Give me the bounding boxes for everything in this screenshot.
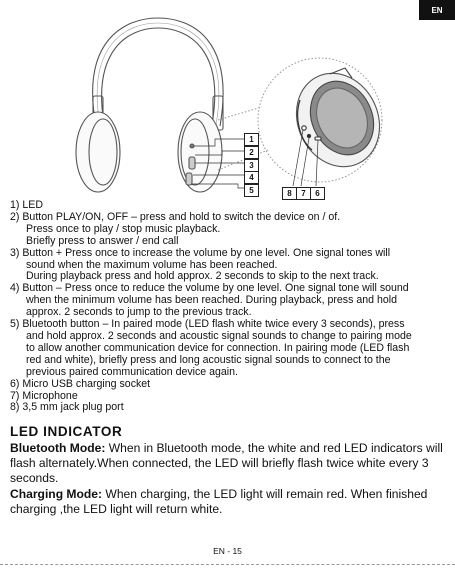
list-line: and hold approx. 2 seconds and acoustic signal sounds to change to pairing mode [26, 329, 412, 342]
led-indicator-heading: LED INDICATOR [10, 424, 123, 439]
list-line: 6) Micro USB charging socket [10, 377, 151, 390]
callout-1: 1 [244, 133, 259, 146]
list-line: 8) 3,5 mm jack plug port [10, 401, 124, 414]
callout-2: 2 [244, 146, 259, 159]
callout-8: 8 [282, 187, 297, 200]
list-line: when the minimum volume has been reached. During playback, press and hold [26, 294, 397, 307]
list-line: Press once to play / stop music playback. [26, 222, 221, 235]
list-line: previous paired communication device again. [26, 365, 238, 378]
list-line: 7) Microphone [10, 389, 78, 402]
callout-3: 3 [244, 159, 259, 172]
list-line: During playback press and hold approx. 2 seconds to skip to the next track. [26, 270, 379, 283]
language-tab: EN [419, 0, 455, 20]
list-line: Briefly press to answer / end call [26, 234, 179, 247]
list-line: sound when the maximum volume has been reached. [26, 258, 278, 271]
bluetooth-mode-label: Bluetooth Mode: [10, 441, 106, 455]
list-line: to allow another communication device for connection. In pairing mode (LED flash [26, 341, 410, 354]
bluetooth-mode-text: When in Bluetooth mode, the white and red LED indicators will flash alternately.When connected, the LED will briefly flash twice white every 3 seconds. [10, 441, 443, 486]
page-edge-divider [0, 564, 455, 566]
callout-5: 5 [244, 184, 259, 197]
charging-mode-text: When charging, the LED light will remain red. When finished charging ,the LED light will return white. [10, 486, 428, 516]
callout-7: 7 [296, 187, 311, 200]
charging-mode-label: Charging Mode: [10, 486, 103, 501]
list-line: red and white), briefly press and long acoustic signal sounds to connect to the [26, 353, 391, 366]
list-line: 5) Bluetooth button – In paired mode (LED flash white twice every 3 seconds), press [10, 318, 405, 331]
feature-list [10, 200, 450, 414]
list-line: approx. 2 seconds to jump to the previous track. [26, 306, 252, 319]
list-line: 1) LED [10, 199, 43, 211]
led-description [10, 441, 450, 517]
list-line: 4) Button – Press once to reduce the volume by one level. One signal tone will sound [10, 282, 409, 295]
callout-6: 6 [310, 187, 325, 200]
callout-4: 4 [244, 171, 259, 184]
list-line: 3) Button + Press once to increase the volume by one level. One signal tones will [10, 246, 391, 259]
list-line: 2) Button PLAY/ON, OFF – press and hold to switch the device on / of. [10, 210, 341, 223]
headphone-illustration [0, 0, 455, 200]
page-number: EN - 15 [213, 546, 242, 556]
